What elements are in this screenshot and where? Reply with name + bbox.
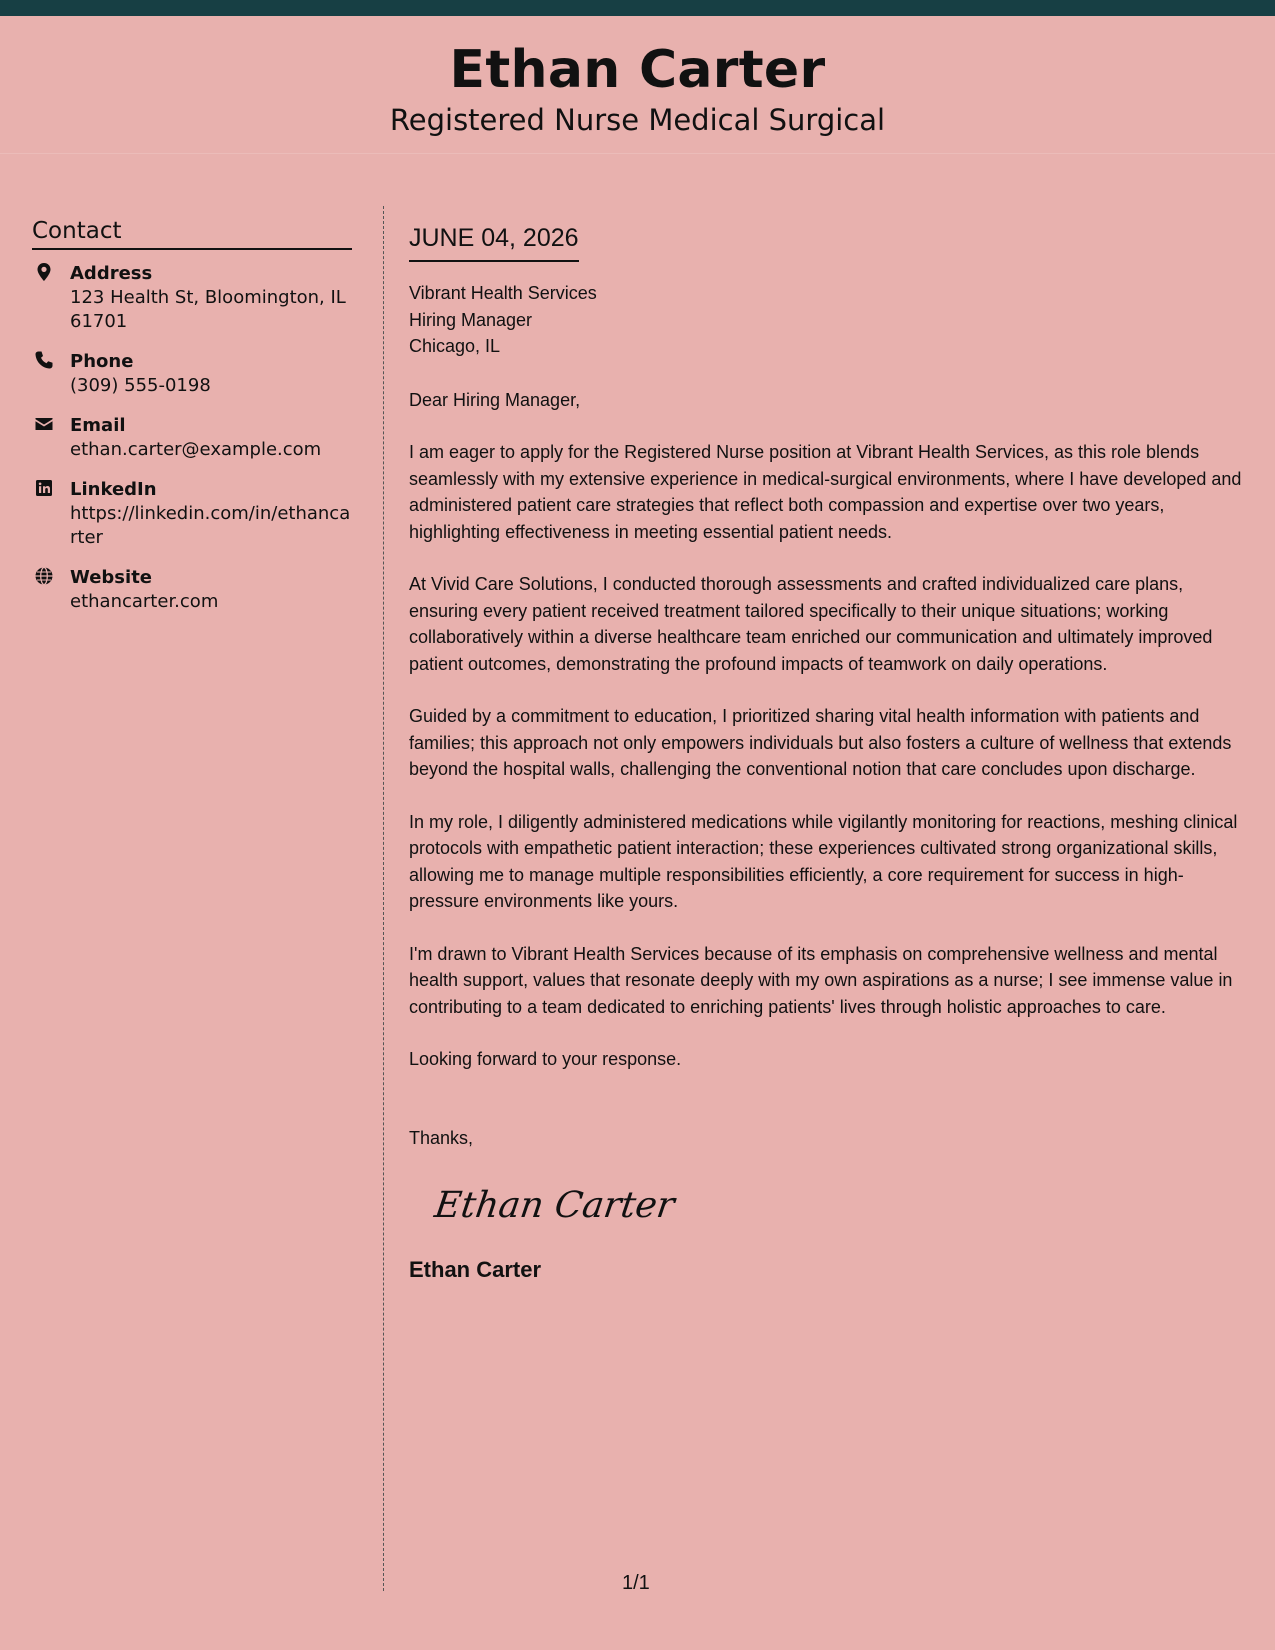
page-number: 1/1 — [622, 1572, 650, 1594]
applicant-name: Ethan Carter — [449, 40, 826, 100]
linkedin-label: LinkedIn — [70, 478, 157, 500]
column-divider — [383, 206, 384, 1591]
letter-paragraph-2: At Vivid Care Solutions, I conducted thorough assessments and crafted individualized care plans, ensuring every patient received treatment tailored specifically to their unique situations; working collaboratively within a diverse healthcare team enriched our communication and ultimately improved patient outcomes, demonstrating the profound impacts of teamwork on daily operations. — [409, 574, 1213, 674]
address-value: 123 Health St, Bloomington, IL 61701 — [70, 286, 346, 332]
phone-value: (309) 555-0198 — [70, 374, 211, 396]
phone-label: Phone — [70, 350, 134, 372]
signer-name: Ethan Carter — [409, 1256, 542, 1282]
contact-address — [32, 262, 352, 334]
phone-icon — [34, 350, 54, 370]
top-accent-bar — [0, 0, 1275, 16]
website-label: Website — [70, 566, 153, 588]
cover-letter-body — [409, 222, 1245, 1283]
recipient-role: Hiring Manager — [409, 309, 533, 330]
contact-website — [32, 566, 352, 614]
linkedin-icon — [34, 478, 54, 498]
handwritten-signature — [432, 1177, 678, 1233]
map-pin-icon — [34, 262, 54, 282]
recipient-company: Vibrant Health Services — [409, 283, 597, 303]
contact-heading: Contact — [32, 218, 352, 250]
linkedin-value[interactable]: https://linkedin.com/in/ethancarter — [70, 502, 351, 548]
contact-linkedin — [32, 478, 352, 550]
email-label: Email — [70, 414, 126, 436]
applicant-title: Registered Nurse Medical Surgical — [389, 103, 886, 137]
recipient-block — [409, 280, 1245, 360]
letter-paragraph-5: I'm drawn to Vibrant Health Services because of its emphasis on comprehensive wellness and mental health support, values that resonate deeply with my own aspirations as a nurse; I see immense value in contributing to a team dedicated to enriching patients' lives through holistic approaches to care. — [409, 943, 1233, 1017]
letter-paragraph-3: Guided by a commitment to education, I prioritized sharing vital health information with patients and families; this approach not only empowers individuals but also fosters a culture of wellness that extends beyond the hospital walls, challenging the conventional notion that care concludes upon discharge. — [409, 706, 1232, 779]
website-value[interactable]: ethancarter.com — [70, 590, 219, 612]
contact-phone — [32, 350, 352, 398]
closing: Thanks, — [409, 1127, 474, 1148]
svg-text:Ethan Carter: Ethan Carter — [432, 1183, 678, 1226]
letter-paragraph-1: I am eager to apply for the Registered Nurse position at Vibrant Health Services, as this role blends seamlessly with my extensive experience in medical-surgical environments, where I have developed and administered patient care strategies that reflect both compassion and expertise over two years, highlighting effectiveness in meeting essential patient needs. — [409, 442, 1242, 542]
globe-icon — [34, 566, 54, 586]
contact-sidebar — [32, 218, 352, 630]
salutation: Dear Hiring Manager, — [409, 389, 581, 410]
letter-paragraph-6: Looking forward to your response. — [409, 1049, 682, 1069]
letter-paragraph-4: In my role, I diligently administered medications while vigilantly monitoring for reactions, meshing clinical protocols with empathetic patient interaction; these experiences cultivated strong organizational skills, allowing me to manage multiple responsibilities efficiently, a core requirement for success in high-pressure environments like yours. — [409, 811, 1238, 911]
recipient-location: Chicago, IL — [409, 336, 501, 356]
contact-email — [32, 414, 352, 462]
envelope-icon — [34, 414, 54, 434]
address-label: Address — [70, 262, 153, 284]
letter-date: JUNE 04, 2026 — [409, 222, 579, 262]
resume-header — [0, 16, 1275, 154]
email-value: ethan.carter@example.com — [70, 438, 322, 460]
